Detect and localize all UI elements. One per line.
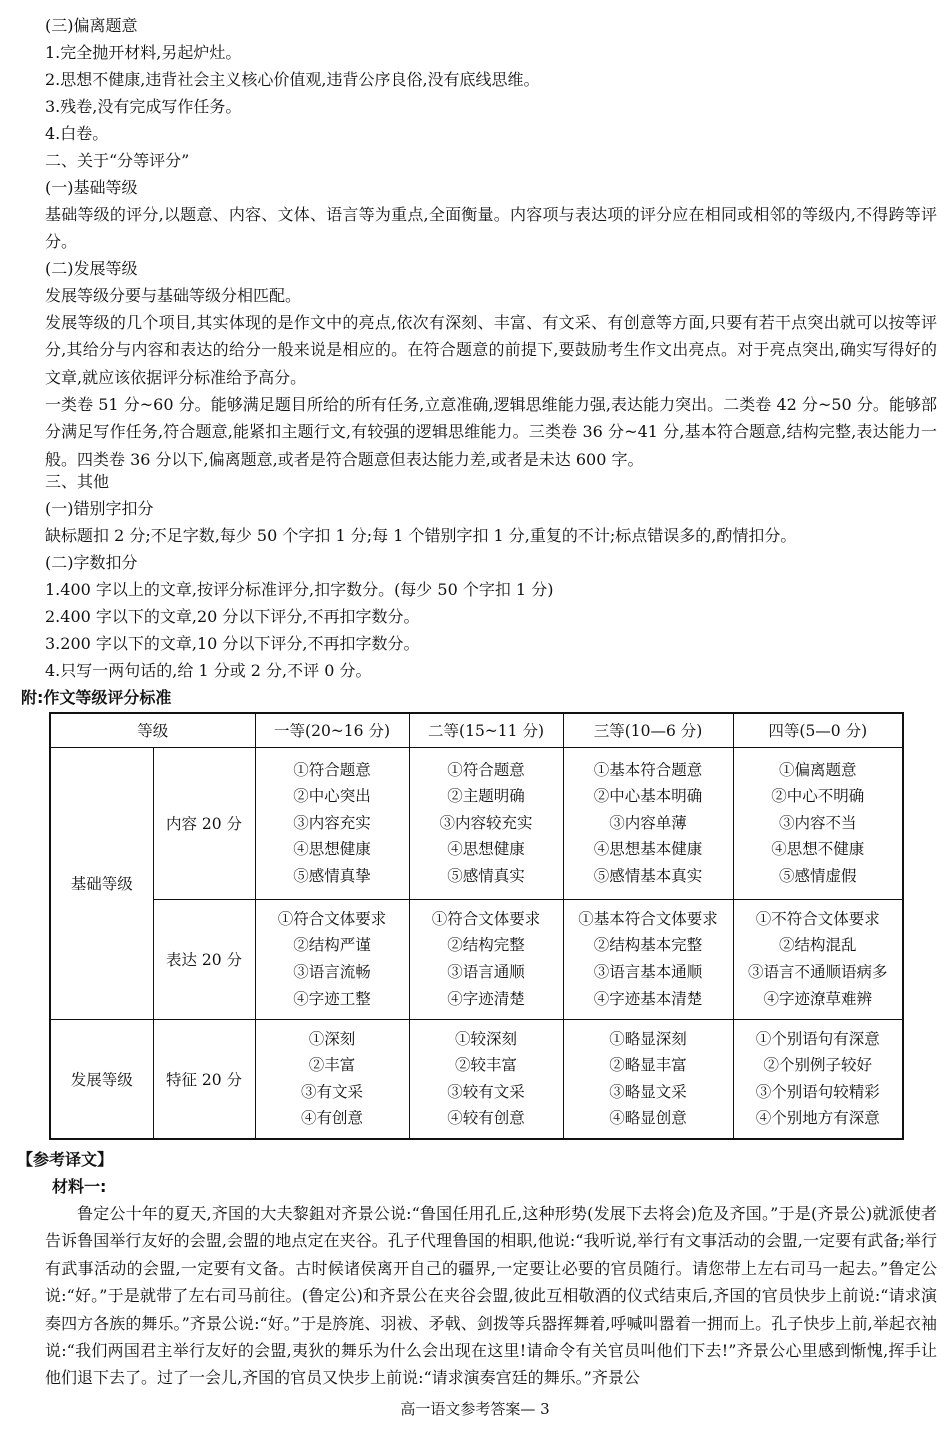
- development-level-label: 发展等级: [50, 1019, 153, 1139]
- section-heading: (二)发展等级: [45, 259, 138, 278]
- list-item: 1.400 字以上的文章,按评分标准评分,扣字数分。(每少 50 个字扣 1 分): [45, 580, 554, 599]
- list-item: 3.残卷,没有完成写作任务。: [45, 97, 242, 116]
- table-cell: ①基本符合文体要求 ②结构基本完整 ③语言基本通顺 ④字迹基本清楚: [563, 899, 733, 1019]
- page-footer: 高一语文参考答案— 3: [400, 1400, 550, 1418]
- section-heading: (一)错别字扣分: [45, 499, 154, 518]
- class-paragraph: 一类卷 51 分~60 分。能够满足题目所给的所有任务,立意准确,逻辑思维能力强,表达能力突出。二类卷 42 分~50 分。能够部分满足写作任务,符合题意,能紧扣主题行文,有较强的逻辑思维能力。三类卷 36 分~41 分,基本符合题意,结构完整,表达能力一般。四类卷 36 分以下,偏离题意,或者是符合题意但表达能力差,或者是未达 600 字。: [45, 395, 937, 469]
- header-third: 三等(10—6 分): [563, 713, 733, 747]
- reference-title: 【参考译文】: [17, 1150, 114, 1169]
- header-second: 二等(15~11 分): [409, 713, 563, 747]
- development-paragraph: 发展等级的几个项目,其实体现的是作文中的亮点,依次有深刻、丰富、有文采、有创意等方面,只要有若干点突出就可以按等评分,其给分与内容和表达的给分一般来说是相应的。在符合题意的前提下,要鼓励考生作文出亮点。对于亮点突出,确实写得好的文章,就应该依据评分标准给予高分。: [45, 313, 937, 387]
- basic-level-label: 基础等级: [50, 747, 153, 1019]
- header-first: 一等(20~16 分): [255, 713, 409, 747]
- table-row: [50, 1019, 903, 1139]
- row-label: 特征 20 分: [153, 1019, 255, 1139]
- table-cell: ①个别语句有深意 ②个别例子较好 ③个别语句较精彩 ④个别地方有深意: [733, 1019, 903, 1139]
- list-item: 3.200 字以下的文章,10 分以下评分,不再扣字数分。: [45, 634, 420, 653]
- section-heading: 二、关于“分等评分”: [45, 151, 190, 170]
- translation-paragraph: 鲁定公十年的夏天,齐国的大夫黎鉏对齐景公说:“鲁国任用孔丘,这种形势(发展下去将会)危及齐国。”于是(齐景公)就派使者告诉鲁国举行友好的会盟,会盟的地点定在夹谷。孔子代理鲁国的相职,他说:“我听说,举行有文事活动的会盟,一定要有武备;举行有武事活动的会盟,一定要有文备。古时候诸侯离开自己的疆界,一定要让必要的官员随行。请您带上左右司马一起去。”鲁定公说:“好。”于是就带了左右司马前往。(鲁定公)和齐景公在夹谷会盟,彼此互相敬酒的仪式结束后,齐国的官员快步上前说:“请求演奏四方各族的舞乐。”齐景公说:“好。”于是旍旄、羽袚、矛戟、剑拨等兵器挥舞着,呼喊叫嚣着一拥而上。孔子快步上前,举起衣袖说:“我们两国君主举行友好的会盟,夷狄的舞乐为什么会出现在这里!请命令有关官员叫他们下去!”齐景公心里感到惭愧,挥手让他们退下去了。过了一会儿,齐国的官员又快步上前说:“请求演奏宫廷的舞乐。”齐景公: [45, 1204, 937, 1388]
- section-heading: (二)字数扣分: [45, 553, 138, 572]
- grading-table: [49, 712, 904, 1140]
- list-item: 2.思想不健康,违背社会主义核心价值观,违背公序良俗,没有底线思维。: [45, 70, 540, 89]
- section-heading: (三)偏离题意: [45, 16, 138, 35]
- table-row: [50, 899, 903, 1019]
- table-cell: ①基本符合题意 ②中心基本明确 ③内容单薄 ④思想基本健康 ⑤感情基本真实: [563, 747, 733, 899]
- paragraph: 缺标题扣 2 分;不足字数,每少 50 个字扣 1 分;每 1 个错别字扣 1 分,重复的不计;标点错误多的,酌情扣分。: [45, 526, 797, 545]
- table-cell: ①不符合文体要求 ②结构混乱 ③语言不通顺语病多 ④字迹潦草难辨: [733, 899, 903, 1019]
- header-fourth: 四等(5—0 分): [733, 713, 903, 747]
- table-header-row: [50, 713, 903, 747]
- table-cell: ①符合题意 ②主题明确 ③内容较充实 ④思想健康 ⑤感情真实: [409, 747, 563, 899]
- paragraph: 发展等级分要与基础等级分相匹配。: [45, 286, 302, 305]
- table-cell: ①深刻 ②丰富 ③有文采 ④有创意: [255, 1019, 409, 1139]
- section-heading: 三、其他: [45, 472, 110, 491]
- row-label: 表达 20 分: [153, 899, 255, 1019]
- table-cell: ①略显深刻 ②略显丰富 ③略显文采 ④略显创意: [563, 1019, 733, 1139]
- list-item: 4.只写一两句话的,给 1 分或 2 分,不评 0 分。: [45, 661, 372, 680]
- row-label: 内容 20 分: [153, 747, 255, 899]
- table-cell: ①符合文体要求 ②结构严谨 ③语言流畅 ④字迹工整: [255, 899, 409, 1019]
- material-title: 材料一:: [52, 1177, 107, 1196]
- list-item: 1.完全抛开材料,另起炉灶。: [45, 43, 242, 62]
- header-grade: 等级: [50, 713, 255, 747]
- appendix-title: 附:作文等级评分标准: [21, 688, 172, 707]
- table-row: [50, 747, 903, 899]
- table-cell: ①符合题意 ②中心突出 ③内容充实 ④思想健康 ⑤感情真挚: [255, 747, 409, 899]
- list-item: 4.白卷。: [45, 124, 109, 143]
- table-cell: ①较深刻 ②较丰富 ③较有文采 ④较有创意: [409, 1019, 563, 1139]
- basic-paragraph: 基础等级的评分,以题意、内容、文体、语言等为重点,全面衡量。内容项与表达项的评分应在相同或相邻的等级内,不得跨等评分。: [45, 205, 937, 252]
- section-heading: (一)基础等级: [45, 178, 138, 197]
- table-cell: ①偏离题意 ②中心不明确 ③内容不当 ④思想不健康 ⑤感情虚假: [733, 747, 903, 899]
- table-cell: ①符合文体要求 ②结构完整 ③语言通顺 ④字迹清楚: [409, 899, 563, 1019]
- list-item: 2.400 字以下的文章,20 分以下评分,不再扣字数分。: [45, 607, 420, 626]
